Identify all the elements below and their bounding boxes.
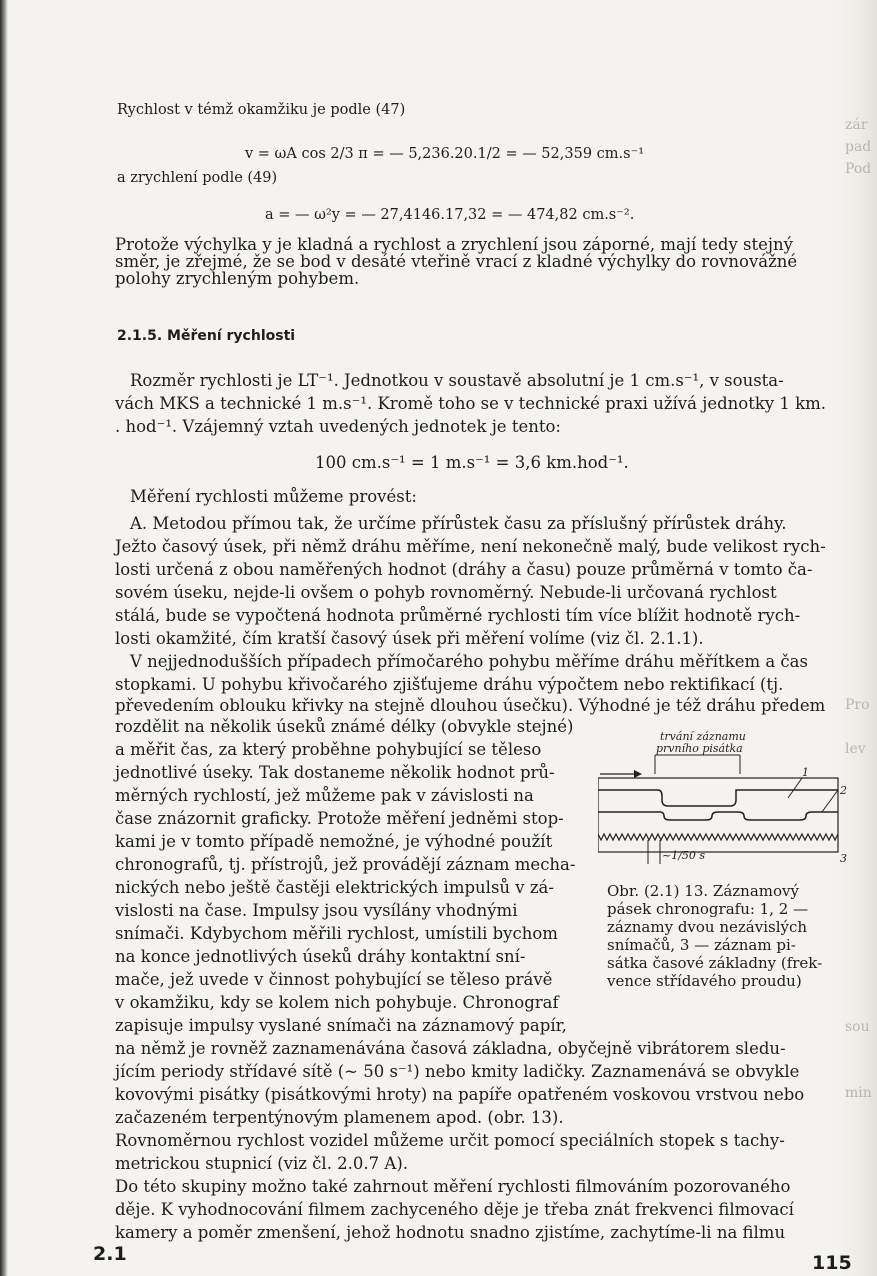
figure-label-1: 1 bbox=[802, 766, 809, 779]
figure-label-duration: trvání záznamu bbox=[660, 730, 746, 743]
bleed-text: Pod bbox=[845, 161, 872, 177]
page-number: 115 bbox=[812, 1252, 852, 1274]
text-line: chronografů, tj. přístrojů, jež provádějí záznam mecha- bbox=[115, 855, 576, 874]
text-line: stopkami. U pohybu křivočarého zjišťujeme dráhu výpočtem nebo rektifikací (tj. bbox=[115, 675, 784, 694]
chronograph-tape-figure bbox=[598, 728, 850, 872]
text-line: rozdělit na několik úseků známé délky (obvykle stejné) bbox=[115, 717, 574, 736]
text-line: vách MKS a technické 1 m.s⁻¹. Kromě toho se v technické praxi užívá jednotky 1 km. bbox=[115, 394, 827, 413]
figure-label-first-pen: prvního pisátka bbox=[656, 742, 743, 755]
figure-caption-line: sátka časové základny (frek- bbox=[607, 954, 823, 972]
text-line: směr, je zřejmé, že se bod v desáté vteřině vrací z kladné výchylky do rovnovážné bbox=[115, 252, 798, 271]
text-line: losti okamžité, čím kratší časový úsek při měření volíme (viz čl. 2.1.1). bbox=[115, 629, 704, 648]
track-3-timebase bbox=[598, 834, 838, 840]
text-line: nických nebo ještě častěji elektrických impulsů v zá- bbox=[115, 878, 554, 897]
text-line: na němž je rovněž zaznamenávána časová základna, obyčejně vibrátorem sledu- bbox=[115, 1039, 786, 1058]
figure-label-2: 2 bbox=[840, 784, 847, 797]
text-line: převedením oblouku křivky na stejně dlouhou úsečku). Výhodné je též dráhu předem bbox=[115, 696, 826, 715]
text-line: začazeném terpentýnovým plamenem apod. (obr. 13). bbox=[115, 1108, 564, 1127]
text-line: Rozměr rychlosti je LT⁻¹. Jednotkou v soustavě absolutní je 1 cm.s⁻¹, v sousta- bbox=[130, 371, 784, 390]
text-line: jícím periody střídavé sítě (~ 50 s⁻¹) nebo kmity ladičky. Zaznamenává se obvykle bbox=[115, 1062, 800, 1081]
text-line: metrickou stupnicí (viz čl. 2.0.7 A). bbox=[115, 1154, 409, 1173]
figure-caption-line: záznamy dvou nezávislých bbox=[607, 918, 808, 936]
text-line: měrných rychlostí, jež můžeme pak v závislosti na bbox=[115, 786, 534, 805]
text-line: a zrychlení podle (49) bbox=[117, 170, 278, 186]
figure-caption-line: pásek chronografu: 1, 2 — bbox=[607, 900, 809, 918]
text-line: Měření rychlosti můžeme provést: bbox=[130, 487, 417, 506]
text-line: zapisuje impulsy vyslané snímači na záznamový papír, bbox=[115, 1016, 567, 1035]
text-line: a měřit čas, za který proběhne pohybující se těleso bbox=[115, 740, 542, 759]
bleed-text: sou bbox=[845, 1019, 870, 1035]
bleed-text: min bbox=[845, 1085, 872, 1101]
page-binding-shadow bbox=[0, 0, 8, 1276]
text-line: Ježto časový úsek, při němž dráhu měříme, není nekonečně malý, bude velikost rych- bbox=[115, 537, 826, 556]
equation-acceleration: a = — ω²y = — 27,4146.17,32 = — 474,82 cm.s⁻². bbox=[265, 207, 635, 223]
text-line: stálá, bude se vypočtená hodnota průměrné rychlosti tím více blížit hodnotě rych- bbox=[115, 606, 801, 625]
text-line: snímači. Kdybychom měřili rychlost, umístili bychom bbox=[115, 924, 558, 943]
figure-caption-line: Obr. (2.1) 13. Záznamový bbox=[607, 882, 799, 900]
text-line: A. Metodou přímou tak, že určíme přírůstek času za příslušný přírůstek dráhy. bbox=[130, 514, 787, 533]
text-line: děje. K vyhodnocování filmem zachyceného děje je třeba znát frekvenci filmovací bbox=[115, 1200, 794, 1219]
figure-label-time: ~1/50 s bbox=[662, 849, 706, 862]
text-line: . hod⁻¹. Vzájemný vztah uvedených jednotek je tento: bbox=[115, 417, 561, 436]
text-line: jednotlivé úseky. Tak dostaneme několik hodnot prů- bbox=[115, 763, 555, 782]
text-line: Do této skupiny možno také zahrnout měření rychlosti filmováním pozorovaného bbox=[115, 1177, 791, 1196]
section-heading: 2.1.5. Měření rychlosti bbox=[117, 328, 296, 344]
text-line: sovém úseku, nejde-li ovšem o pohyb rovnoměrný. Nebude-li určovaná rychlost bbox=[115, 583, 777, 602]
text-line: kami je v tomto případě nemožné, je výhodné použít bbox=[115, 832, 553, 851]
chronograph-tape-diagram bbox=[598, 728, 850, 868]
text-line: Rovnoměrnou rychlost vozidel můžeme určit pomocí speciálních stopek s tachy- bbox=[115, 1131, 785, 1150]
track-1 bbox=[598, 790, 838, 806]
text-line: čase znázornit graficky. Protože měření jedněmi stop- bbox=[115, 809, 564, 828]
text-line: kamery a poměr zmenšení, jehož hodnotu snadno zjistíme, zachytíme-li na filmu bbox=[115, 1223, 786, 1242]
text-line: polohy zrychleným pohybem. bbox=[115, 269, 360, 288]
text-line: V nejjednodušších případech přímočarého pohybu měříme dráhu měřítkem a čas bbox=[130, 652, 808, 671]
figure-caption-line: snímačů, 3 — záznam pi- bbox=[607, 936, 796, 954]
bleed-text: lev bbox=[845, 741, 866, 757]
text-line: mače, jež uvede v činnost pohybující se těleso právě bbox=[115, 970, 553, 989]
chapter-number: 2.1 bbox=[93, 1243, 127, 1265]
figure-label-3: 3 bbox=[840, 852, 847, 865]
text-line: Rychlost v témž okamžiku je podle (47) bbox=[117, 102, 406, 118]
equation-velocity: v = ωA cos 2/3 π = — 5,236.20.1/2 = — 52,359 cm.s⁻¹ bbox=[245, 146, 645, 162]
bleed-text: pad bbox=[845, 139, 872, 155]
bleed-text: Pro bbox=[845, 697, 870, 713]
text-line: na konce jednotlivých úseků dráhy kontaktní sní- bbox=[115, 947, 526, 966]
text-line: v okamžiku, kdy se kolem nich pohybuje. Chronograf bbox=[115, 993, 559, 1012]
equation-units: 100 cm.s⁻¹ = 1 m.s⁻¹ = 3,6 km.hod⁻¹. bbox=[315, 453, 629, 472]
tape-outline bbox=[598, 778, 838, 852]
track-2 bbox=[598, 812, 838, 820]
text-line: kovovými pisátky (pisátkovými hroty) na papíře opatřeném voskovou vrstvou nebo bbox=[115, 1085, 805, 1104]
bleed-text: zár bbox=[845, 117, 868, 133]
text-line: Protože výchylka y je kladná a rychlost a zrychlení jsou záporné, mají tedy stejný bbox=[115, 235, 793, 254]
text-line: losti určená z obou naměřených hodnot (dráhy a času) pouze průměrná v tomto ča- bbox=[115, 560, 813, 579]
figure-caption-line: vence střídavého proudu) bbox=[607, 972, 802, 990]
text-line: vislosti na čase. Impulsy jsou vysílány vhodnými bbox=[115, 901, 518, 920]
